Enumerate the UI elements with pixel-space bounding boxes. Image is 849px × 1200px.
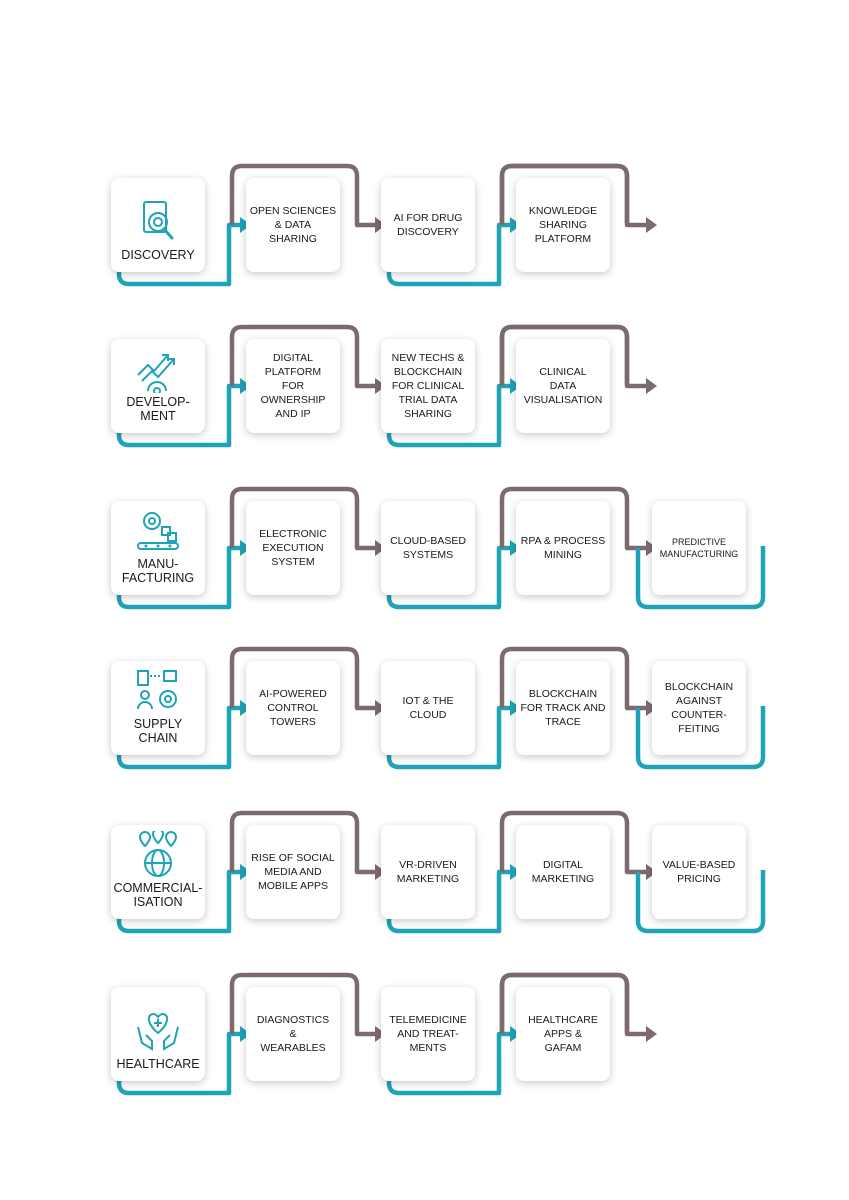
step-label: KNOWLEDGE SHARING PLATFORM bbox=[528, 205, 598, 245]
step-label: CLINICAL DATA VISUALISATION bbox=[523, 366, 603, 406]
category-box bbox=[111, 825, 205, 919]
step-label: BLOCKCHAIN FOR TRACK AND TRACE bbox=[520, 688, 606, 728]
step-box bbox=[516, 987, 610, 1081]
step-box bbox=[516, 178, 610, 272]
step-box bbox=[246, 178, 340, 272]
step-label: DIAGNOSTICS & WEARABLES bbox=[256, 1014, 330, 1054]
category-box bbox=[111, 339, 205, 433]
category-label: COMMERCIAL- ISATION bbox=[113, 881, 203, 909]
step-label: NEW TECHS & BLOCKCHAIN FOR CLINICAL TRIAL DATA SHARING bbox=[391, 352, 465, 420]
step-label: DIGITAL PLATFORM FOR OWNERSHIP AND IP bbox=[260, 352, 326, 420]
workflow-row bbox=[0, 972, 849, 1112]
step-box bbox=[652, 825, 746, 919]
step-label: AI FOR DRUG DISCOVERY bbox=[393, 212, 463, 238]
category-box bbox=[111, 661, 205, 755]
workflow-row bbox=[0, 810, 849, 950]
step-label: BLOCKCHAIN AGAINST COUNTER- FEITING bbox=[664, 681, 734, 735]
gear-conveyor-icon bbox=[134, 507, 182, 555]
category-box bbox=[111, 987, 205, 1081]
step-box bbox=[516, 661, 610, 755]
step-box bbox=[246, 501, 340, 595]
step-box bbox=[516, 339, 610, 433]
supply-chain-icon bbox=[134, 667, 182, 715]
step-box bbox=[516, 501, 610, 595]
step-label: VALUE-BASED PRICING bbox=[662, 859, 736, 885]
step-box bbox=[381, 339, 475, 433]
step-box bbox=[246, 661, 340, 755]
step-label: AI-POWERED CONTROL TOWERS bbox=[259, 688, 327, 728]
magnifier-gear-icon bbox=[134, 198, 182, 246]
step-box bbox=[381, 661, 475, 755]
workflow-row bbox=[0, 646, 849, 786]
step-box bbox=[381, 825, 475, 919]
step-box bbox=[381, 178, 475, 272]
step-box bbox=[381, 501, 475, 595]
category-box bbox=[111, 501, 205, 595]
category-label: HEALTHCARE bbox=[116, 1057, 200, 1071]
step-label: RPA & PROCESS MINING bbox=[520, 535, 606, 561]
step-box bbox=[246, 825, 340, 919]
step-label: IOT & THE CLOUD bbox=[402, 695, 454, 721]
workflow-row bbox=[0, 163, 849, 303]
brown-arrowhead bbox=[646, 378, 657, 394]
category-label: DISCOVERY bbox=[121, 248, 195, 262]
step-label: VR-DRIVEN MARKETING bbox=[396, 859, 460, 885]
category-label: DEVELOP- MENT bbox=[126, 395, 190, 423]
step-box bbox=[652, 501, 746, 595]
step-label: DIGITAL MARKETING bbox=[531, 859, 595, 885]
globe-pins-icon bbox=[134, 831, 182, 879]
workflow-row bbox=[0, 486, 849, 626]
hands-heart-icon bbox=[134, 1007, 182, 1055]
step-box bbox=[246, 987, 340, 1081]
step-label: HEALTHCARE APPS & GAFAM bbox=[528, 1014, 598, 1054]
step-box bbox=[246, 339, 340, 433]
step-box bbox=[652, 661, 746, 755]
brown-arrowhead bbox=[646, 1026, 657, 1042]
step-label: CLOUD-BASED SYSTEMS bbox=[390, 535, 466, 561]
step-label: PREDICTIVE MANUFACTURING bbox=[659, 537, 739, 559]
brown-arrowhead bbox=[646, 217, 657, 233]
workflow-row bbox=[0, 324, 849, 464]
category-label: MANU- FACTURING bbox=[121, 557, 195, 585]
growth-arrow-gear-icon bbox=[134, 345, 182, 393]
step-box bbox=[516, 825, 610, 919]
category-label: SUPPLY CHAIN bbox=[133, 717, 183, 745]
category-box bbox=[111, 178, 205, 272]
step-label: OPEN SCIENCES & DATA SHARING bbox=[249, 205, 337, 245]
step-label: TELEMEDICINE AND TREAT- MENTS bbox=[389, 1014, 467, 1054]
step-label: ELECTRONIC EXECUTION SYSTEM bbox=[259, 528, 327, 568]
step-box bbox=[381, 987, 475, 1081]
step-label: RISE OF SOCIAL MEDIA AND MOBILE APPS bbox=[251, 852, 335, 892]
